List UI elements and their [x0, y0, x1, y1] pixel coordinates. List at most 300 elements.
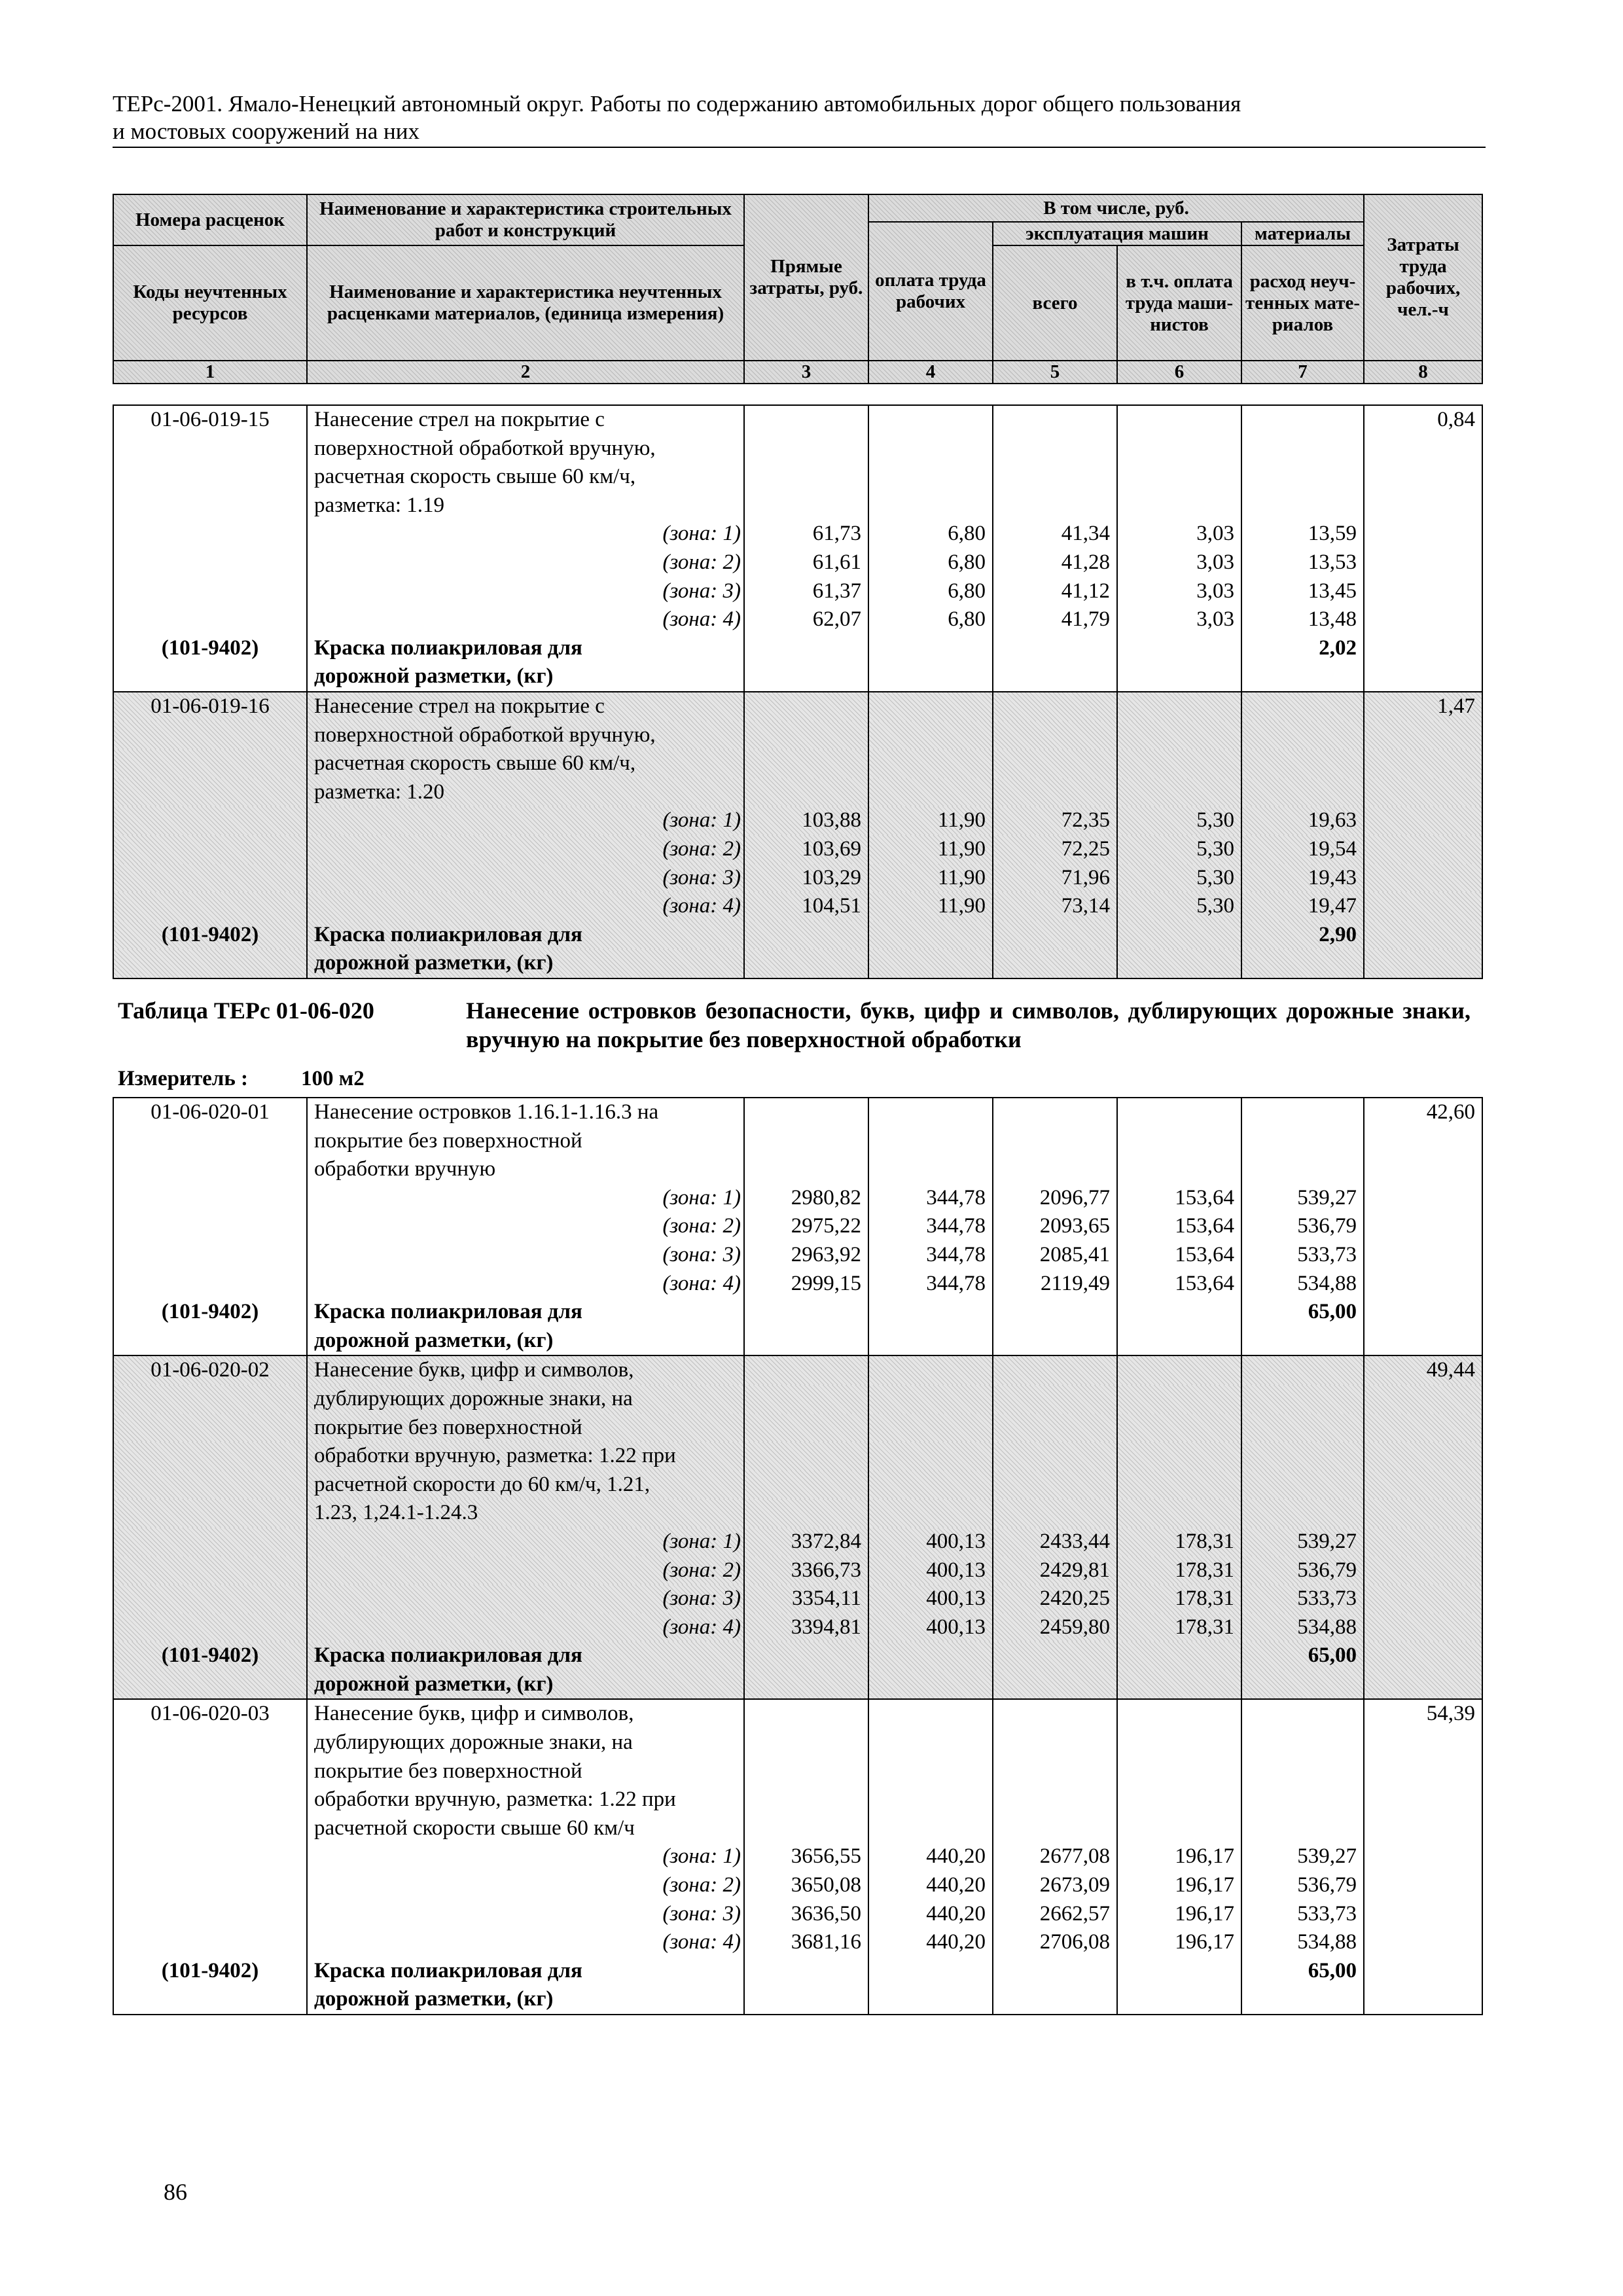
cell-col-2: [307, 806, 744, 835]
cell-col-1: [113, 463, 307, 492]
labor-costs: 0,84: [1437, 408, 1475, 431]
direct-costs: 3636,50: [791, 1901, 861, 1926]
cell-col-6: [1117, 1471, 1241, 1499]
cell-col-4: [868, 749, 993, 778]
cell-col-5: [993, 662, 1117, 692]
cell-col-4: [868, 1641, 993, 1670]
cell-col-5: [993, 1098, 1117, 1127]
cell-col-4: [868, 1414, 993, 1443]
cell-col-3: [744, 1385, 868, 1414]
cell-col-6: [1117, 1900, 1241, 1929]
machinist-pay: 3,03: [1196, 522, 1234, 546]
rates-table-019: [113, 404, 1483, 979]
cell-col-8: [1364, 492, 1482, 520]
labor-costs: 54,39: [1426, 1702, 1475, 1726]
hdr-labor-pay: оплата труда рабочих: [868, 222, 993, 361]
cell-col-2: [307, 778, 744, 807]
zone-row: [113, 1241, 1482, 1270]
cell-col-1: [113, 806, 307, 835]
cell-col-8: [1364, 1900, 1482, 1929]
labor-pay: 11,90: [937, 836, 986, 861]
cell-col-6: [1117, 1127, 1241, 1156]
cell-col-2: [307, 864, 744, 893]
cell-col-3: [744, 1327, 868, 1356]
cell-col-6: [1117, 605, 1241, 634]
cell-col-7: [1241, 1757, 1364, 1786]
cell-col-4: [868, 1670, 993, 1700]
zone-row: [113, 1270, 1482, 1299]
cell-col-7: [1241, 1241, 1364, 1270]
cell-col-2: [307, 1641, 744, 1670]
labor-pay: 440,20: [926, 1901, 986, 1926]
materials: 536,79: [1297, 1214, 1357, 1238]
cell-col-4: [868, 1270, 993, 1299]
machine-total: 2662,57: [1039, 1901, 1110, 1926]
cell-col-4: [868, 577, 993, 606]
materials: 533,73: [1297, 1242, 1357, 1266]
cell-col-8: [1364, 778, 1482, 807]
machinist-pay: 178,31: [1175, 1615, 1234, 1639]
measure-label: Измеритель :: [118, 1067, 249, 1090]
cell-col-5: [993, 864, 1117, 893]
cell-col-6: [1117, 1985, 1241, 2015]
cell-col-7: [1241, 1212, 1364, 1241]
zone-label: (зона: 1): [662, 808, 741, 833]
direct-costs: 104,51: [802, 894, 861, 918]
direct-costs: 103,29: [802, 865, 861, 889]
cell-col-7: [1241, 1499, 1364, 1528]
direct-costs: 3656,55: [791, 1844, 861, 1869]
machine-total: 2119,49: [1040, 1271, 1110, 1295]
labor-pay: 6,80: [948, 607, 986, 632]
cell-col-2: [307, 1670, 744, 1700]
cell-col-6: [1117, 1757, 1241, 1786]
rate-description: обработки вручную, разметка: 1.22 при: [314, 1787, 676, 1812]
cell-col-1: [113, 577, 307, 606]
cell-col-1: [113, 605, 307, 634]
cell-col-8: [1364, 548, 1482, 577]
cell-col-5: [993, 1414, 1117, 1443]
cell-col-1: [113, 1613, 307, 1642]
cell-col-6: [1117, 949, 1241, 978]
cell-col-2: [307, 662, 744, 692]
col-number: 5: [993, 361, 1117, 384]
cell-col-8: [1364, 1585, 1482, 1613]
cell-col-2: [307, 721, 744, 750]
cell-col-5: [993, 1900, 1117, 1929]
cell-col-8: [1364, 577, 1482, 606]
cell-col-4: [868, 1814, 993, 1843]
zone-label: (зона: 4): [662, 1615, 741, 1639]
cell-col-5: [993, 605, 1117, 634]
cell-col-5: [993, 1785, 1117, 1814]
cell-col-6: [1117, 721, 1241, 750]
resource-row: [113, 634, 1482, 663]
resource-row: [113, 1670, 1482, 1700]
cell-col-8: [1364, 1928, 1482, 1957]
cell-col-5: [993, 835, 1117, 864]
cell-col-7: [1241, 405, 1364, 435]
rate-row: [113, 1442, 1482, 1471]
cell-col-5: [993, 1928, 1117, 1957]
cell-col-6: [1117, 1556, 1241, 1585]
cell-col-6: [1117, 892, 1241, 921]
cell-col-3: [744, 1729, 868, 1757]
cell-col-6: [1117, 520, 1241, 548]
cell-col-8: [1364, 1670, 1482, 1700]
zone-row: [113, 1212, 1482, 1241]
cell-col-6: [1117, 1298, 1241, 1327]
resource-quantity: 65,00: [1308, 1643, 1357, 1668]
cell-col-2: [307, 492, 744, 520]
cell-col-7: [1241, 1670, 1364, 1700]
cell-col-5: [993, 1471, 1117, 1499]
cell-col-5: [993, 435, 1117, 463]
cell-col-2: [307, 1327, 744, 1356]
col-number: 3: [744, 361, 868, 384]
zone-label: (зона: 1): [662, 522, 741, 546]
machinist-pay: 153,64: [1175, 1271, 1234, 1295]
cell-col-4: [868, 892, 993, 921]
col-number: 8: [1364, 361, 1482, 384]
direct-costs: 3366,73: [791, 1558, 861, 1582]
cell-col-4: [868, 435, 993, 463]
cell-col-3: [744, 1814, 868, 1843]
cell-col-8: [1364, 1699, 1482, 1729]
zone-row: [113, 1556, 1482, 1585]
cell-col-5: [993, 1127, 1117, 1156]
materials: 539,27: [1297, 1844, 1357, 1869]
cell-col-3: [744, 520, 868, 548]
rate-code: 01-06-019-15: [151, 408, 270, 431]
cell-col-3: [744, 1528, 868, 1556]
cell-col-6: [1117, 806, 1241, 835]
labor-pay: 6,80: [948, 550, 986, 574]
cell-col-2: [307, 1442, 744, 1471]
cell-col-5: [993, 778, 1117, 807]
hdr-material-name: Наименование и характеристика неучтенных расценками материалов, (единица измерения): [307, 245, 744, 361]
cell-col-3: [744, 806, 868, 835]
resource-name: дорожной разметки, (кг): [314, 951, 554, 975]
cell-col-5: [993, 1270, 1117, 1299]
cell-col-4: [868, 1127, 993, 1156]
cell-col-3: [744, 577, 868, 606]
cell-col-2: [307, 520, 744, 548]
cell-col-5: [993, 692, 1117, 721]
cell-col-7: [1241, 1355, 1364, 1385]
resource-name: Краска полиакриловая для: [314, 636, 582, 660]
cell-col-4: [868, 1699, 993, 1729]
rate-description: Нанесение букв, цифр и символов,: [314, 1702, 634, 1726]
cell-col-7: [1241, 692, 1364, 721]
cell-col-5: [993, 548, 1117, 577]
zone-label: (зона: 4): [662, 894, 741, 918]
cell-col-1: [113, 1556, 307, 1585]
cell-col-8: [1364, 1098, 1482, 1127]
hdr-work-name: Наименование и характеристика строительных работ и конструкций: [307, 194, 744, 245]
machinist-pay: 5,30: [1196, 836, 1234, 861]
cell-col-1: [113, 435, 307, 463]
cell-col-1: [113, 1499, 307, 1528]
cell-col-4: [868, 1785, 993, 1814]
cell-col-8: [1364, 921, 1482, 950]
rates-table-020: [113, 1097, 1483, 2015]
materials: 536,79: [1297, 1558, 1357, 1582]
zone-row: [113, 1900, 1482, 1929]
cell-col-1: [113, 1670, 307, 1700]
resource-quantity: 2,02: [1319, 636, 1357, 660]
cell-col-8: [1364, 806, 1482, 835]
rate-description: расчетная скорость свыше 60 км/ч,: [314, 465, 636, 489]
cell-col-3: [744, 1241, 868, 1270]
cell-col-5: [993, 1528, 1117, 1556]
rate-description: покрытие без поверхностной: [314, 1415, 582, 1439]
labor-pay: 400,13: [926, 1529, 986, 1553]
cell-col-6: [1117, 864, 1241, 893]
cell-col-6: [1117, 1928, 1241, 1957]
materials: 534,88: [1297, 1930, 1357, 1954]
cell-col-4: [868, 1900, 993, 1929]
page-number: 86: [164, 2179, 187, 2205]
rate-row: [113, 1499, 1482, 1528]
cell-col-4: [868, 1729, 993, 1757]
cell-col-5: [993, 1556, 1117, 1585]
cell-col-4: [868, 1757, 993, 1786]
cell-col-5: [993, 806, 1117, 835]
rate-description: дублирующих дорожные знаки, на: [314, 1731, 633, 1755]
cell-col-3: [744, 1414, 868, 1443]
cell-col-2: [307, 1127, 744, 1156]
cell-col-2: [307, 548, 744, 577]
zone-label: (зона: 1): [662, 1529, 741, 1553]
cell-col-1: [113, 1385, 307, 1414]
direct-costs: 61,73: [812, 522, 861, 546]
machinist-pay: 3,03: [1196, 607, 1234, 632]
machinist-pay: 5,30: [1196, 894, 1234, 918]
cell-col-6: [1117, 1871, 1241, 1900]
cell-col-7: [1241, 1471, 1364, 1499]
cell-col-3: [744, 892, 868, 921]
hdr-labor-costs: Затраты труда рабочих, чел.-ч: [1364, 194, 1482, 361]
cell-col-8: [1364, 721, 1482, 750]
resource-name: дорожной разметки, (кг): [314, 1328, 554, 1352]
direct-costs: 2999,15: [791, 1271, 861, 1295]
resource-name: дорожной разметки, (кг): [314, 1987, 554, 2011]
cell-col-8: [1364, 1212, 1482, 1241]
labor-pay: 400,13: [926, 1587, 986, 1611]
cell-col-2: [307, 749, 744, 778]
cell-col-3: [744, 1127, 868, 1156]
cell-col-2: [307, 1528, 744, 1556]
cell-col-3: [744, 548, 868, 577]
cell-col-3: [744, 1670, 868, 1700]
materials: 536,79: [1297, 1873, 1357, 1897]
zone-row: [113, 892, 1482, 921]
cell-col-3: [744, 1270, 868, 1299]
zone-label: (зона: 3): [662, 579, 741, 603]
cell-col-7: [1241, 1985, 1364, 2015]
cell-col-1: [113, 864, 307, 893]
cell-col-3: [744, 1757, 868, 1786]
cell-col-4: [868, 1327, 993, 1356]
cell-col-4: [868, 1499, 993, 1528]
labor-pay: 344,78: [926, 1271, 986, 1295]
cell-col-6: [1117, 1241, 1241, 1270]
cell-col-6: [1117, 1957, 1241, 1986]
cell-col-6: [1117, 634, 1241, 663]
cell-col-3: [744, 492, 868, 520]
rate-code: 01-06-020-03: [151, 1702, 270, 1726]
cell-col-3: [744, 749, 868, 778]
direct-costs: 3681,16: [791, 1930, 861, 1954]
cell-col-7: [1241, 1871, 1364, 1900]
cell-col-6: [1117, 749, 1241, 778]
cell-col-8: [1364, 1127, 1482, 1156]
rate-row: [113, 749, 1482, 778]
resource-code: (101-9402): [161, 1643, 259, 1668]
cell-col-8: [1364, 1184, 1482, 1213]
cell-col-2: [307, 435, 744, 463]
cell-col-2: [307, 1155, 744, 1184]
cell-col-1: [113, 1155, 307, 1184]
cell-col-7: [1241, 1699, 1364, 1729]
machine-total: 2429,81: [1039, 1558, 1110, 1582]
cell-col-8: [1364, 1155, 1482, 1184]
direct-costs: 62,07: [812, 607, 861, 632]
cell-col-5: [993, 1729, 1117, 1757]
rate-description: Нанесение стрел на покрытие с: [314, 694, 605, 718]
cell-col-1: [113, 749, 307, 778]
cell-col-6: [1117, 1670, 1241, 1700]
cell-col-4: [868, 1985, 993, 2015]
cell-col-3: [744, 1355, 868, 1385]
cell-col-8: [1364, 1985, 1482, 2015]
machinist-pay: 178,31: [1175, 1558, 1234, 1582]
cell-col-5: [993, 921, 1117, 950]
machinist-pay: 153,64: [1175, 1242, 1234, 1266]
zone-row: [113, 1613, 1482, 1642]
rate-row: [113, 1385, 1482, 1414]
resource-name: Краска полиакриловая для: [314, 1300, 582, 1324]
cell-col-7: [1241, 548, 1364, 577]
machine-total: 41,12: [1061, 579, 1110, 603]
rate-row: [113, 1155, 1482, 1184]
cell-col-4: [868, 492, 993, 520]
labor-pay: 11,90: [937, 894, 986, 918]
zone-label: (зона: 4): [662, 1930, 741, 1954]
direct-costs: 3394,81: [791, 1615, 861, 1639]
zone-label: (зона: 2): [662, 1558, 741, 1582]
cell-col-7: [1241, 634, 1364, 663]
rate-row: [113, 1729, 1482, 1757]
labor-pay: 6,80: [948, 522, 986, 546]
rate-code: 01-06-020-02: [151, 1358, 270, 1382]
zone-row: [113, 864, 1482, 893]
cell-col-4: [868, 921, 993, 950]
labor-pay: 344,78: [926, 1214, 986, 1238]
cell-col-3: [744, 1871, 868, 1900]
labor-pay: 440,20: [926, 1873, 986, 1897]
resource-code: (101-9402): [161, 636, 259, 660]
cell-col-7: [1241, 749, 1364, 778]
cell-col-5: [993, 520, 1117, 548]
machine-total: 72,35: [1061, 808, 1110, 833]
cell-col-1: [113, 1270, 307, 1299]
cell-col-4: [868, 1471, 993, 1499]
cell-col-4: [868, 1155, 993, 1184]
cell-col-1: [113, 548, 307, 577]
cell-col-6: [1117, 492, 1241, 520]
resource-row: [113, 949, 1482, 978]
cell-col-4: [868, 520, 993, 548]
cell-col-1: [113, 405, 307, 435]
cell-col-3: [744, 405, 868, 435]
machinist-pay: 153,64: [1175, 1214, 1234, 1238]
cell-col-2: [307, 1585, 744, 1613]
cell-col-8: [1364, 1499, 1482, 1528]
cell-col-3: [744, 605, 868, 634]
cell-col-1: [113, 1327, 307, 1356]
cell-col-6: [1117, 463, 1241, 492]
rate-row: [113, 1355, 1482, 1385]
cell-col-8: [1364, 520, 1482, 548]
cell-col-4: [868, 605, 993, 634]
cell-col-1: [113, 1985, 307, 2015]
header-line-2: и мостовых сооружений на них: [113, 118, 419, 144]
zone-row: [113, 1528, 1482, 1556]
table-description: Нанесение островков безопасности, букв, цифр и символов, дублирующих дорожные знаки, вручную на покрытие без поверхностной обработки: [466, 997, 1471, 1052]
cell-col-6: [1117, 1270, 1241, 1299]
cell-col-7: [1241, 1785, 1364, 1814]
cell-col-2: [307, 835, 744, 864]
cell-col-8: [1364, 435, 1482, 463]
hdr-resource-codes: Коды неучтенных ресурсов: [113, 245, 307, 361]
rate-description: Нанесение островков 1.16.1-1.16.3 на: [314, 1100, 659, 1124]
direct-costs: 2980,82: [791, 1185, 861, 1210]
cell-col-8: [1364, 634, 1482, 663]
cell-col-5: [993, 1385, 1117, 1414]
zone-row: [113, 548, 1482, 577]
zone-row: [113, 1842, 1482, 1871]
cell-col-1: [113, 835, 307, 864]
col-number: 2: [307, 361, 744, 384]
zone-label: (зона: 3): [662, 865, 741, 889]
cell-col-3: [744, 1641, 868, 1670]
machine-total: 2433,44: [1039, 1529, 1110, 1553]
labor-pay: 344,78: [926, 1242, 986, 1266]
zone-row: [113, 520, 1482, 548]
cell-col-1: [113, 1757, 307, 1786]
cell-col-8: [1364, 1957, 1482, 1986]
cell-col-2: [307, 1900, 744, 1929]
cell-col-7: [1241, 1184, 1364, 1213]
cell-col-1: [113, 1842, 307, 1871]
resource-code: (101-9402): [161, 922, 259, 946]
zone-row: [113, 1184, 1482, 1213]
hdr-direct-costs: Прямые затраты, руб.: [744, 194, 868, 361]
cell-col-6: [1117, 778, 1241, 807]
cell-col-8: [1364, 1442, 1482, 1471]
cell-col-1: [113, 1298, 307, 1327]
cell-col-7: [1241, 1556, 1364, 1585]
cell-col-3: [744, 1900, 868, 1929]
cell-col-6: [1117, 1327, 1241, 1356]
zone-row: [113, 605, 1482, 634]
cell-col-2: [307, 1414, 744, 1443]
cell-col-8: [1364, 1613, 1482, 1642]
direct-costs: 3650,08: [791, 1873, 861, 1897]
zone-row: [113, 577, 1482, 606]
